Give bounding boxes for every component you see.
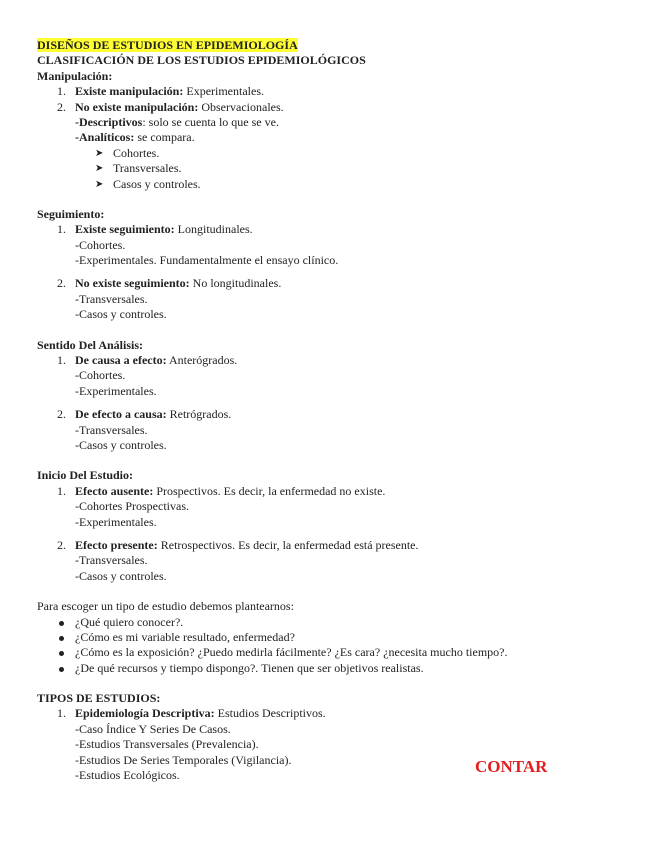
arrow-bullet-icon: ➤	[95, 147, 104, 159]
section-heading-seguimiento: Seguimiento:	[37, 206, 105, 221]
sub-item: -Cohortes Prospectivas.	[75, 499, 189, 514]
contar-label: CONTAR	[475, 757, 548, 776]
sub-item: -Caso Índice Y Series De Casos.	[75, 721, 231, 736]
sub-item: -Casos y controles.	[75, 307, 167, 322]
bullet-item: ¿Qué quiero conocer?.	[37, 615, 627, 630]
escoger-intro: Para escoger un tipo de estudio debemos plantearnos:	[37, 599, 294, 614]
section-heading-tipos: TIPOS DE ESTUDIOS:	[37, 691, 161, 706]
section-heading-inicio: Inicio Del Estudio:	[37, 468, 134, 483]
document-title: DISEÑOS DE ESTUDIOS EN EPIDEMIOLOGÍA	[37, 38, 298, 52]
document-page	[37, 38, 627, 783]
arrow-item: ➤ Casos y controles.	[95, 176, 201, 191]
bullet-dot-icon	[59, 651, 64, 656]
list-item: 1. Epidemiología Descriptiva: Estudios Descriptivos.	[57, 706, 326, 721]
sub-item: -Transversales.	[75, 291, 148, 306]
sub-item: -Analíticos: se compara.	[75, 130, 195, 145]
section-heading-manipulacion: Manipulación:	[37, 68, 113, 83]
section-heading-sentido: Sentido Del Análisis:	[37, 337, 144, 352]
bullet-item: ¿De qué recursos y tiempo dispongo?. Tienen que ser objetivos realistas.	[37, 661, 627, 676]
list-item: 1. Existe seguimiento: Longitudinales.	[57, 222, 253, 237]
sub-item: -Transversales.	[75, 553, 148, 568]
bullet-dot-icon	[59, 636, 64, 641]
sub-item: -Estudios Ecológicos.	[75, 768, 180, 783]
sub-item: -Estudios De Series Temporales (Vigilancia).	[75, 752, 292, 767]
list-item: 2. No existe manipulación: Observacionales.	[57, 99, 284, 114]
sub-item: -Experimentales.	[75, 514, 157, 529]
bullet-item: ¿Cómo es la exposición? ¿Puedo medirla fácilmente? ¿Es cara? ¿necesita mucho tiempo?.	[37, 645, 627, 660]
bullet-dot-icon	[59, 621, 64, 626]
sub-item: -Experimentales. Fundamentalmente el ensayo clínico.	[75, 253, 339, 268]
bullet-dot-icon	[59, 667, 64, 672]
list-item: 1. De causa a efecto: Anterógrados.	[57, 353, 238, 368]
bullet-item: ¿Cómo es mi variable resultado, enfermedad?	[37, 630, 627, 645]
list-item: 2. Efecto presente: Retrospectivos. Es decir, la enfermedad está presente.	[57, 537, 419, 552]
list-item: 2. No existe seguimiento: No longitudinales.	[57, 276, 282, 291]
sub-item: -Casos y controles.	[75, 437, 167, 452]
document-subtitle: CLASIFICACIÓN DE LOS ESTUDIOS EPIDEMIOLÓGICOS	[37, 53, 366, 68]
list-item: 2. De efecto a causa: Retrógrados.	[57, 407, 232, 422]
sub-item: -Casos y controles.	[75, 568, 167, 583]
list-item: 1. Existe manipulación: Experimentales.	[57, 84, 264, 99]
list-item: 1. Efecto ausente: Prospectivos. Es decir, la enfermedad no existe.	[57, 483, 386, 498]
arrow-bullet-icon: ➤	[95, 178, 104, 190]
sub-item: -Estudios Transversales (Prevalencia).	[75, 737, 259, 752]
sub-item: -Transversales.	[75, 422, 148, 437]
sub-item: -Cohortes.	[75, 237, 126, 252]
arrow-bullet-icon: ➤	[95, 163, 104, 175]
sub-item: -Cohortes.	[75, 368, 126, 383]
sub-item: -Experimentales.	[75, 383, 157, 398]
arrow-item: ➤ Transversales.	[95, 161, 182, 176]
arrow-item: ➤ Cohortes.	[95, 145, 160, 160]
sub-item: -Descriptivos: solo se cuenta lo que se ve.	[75, 114, 279, 129]
